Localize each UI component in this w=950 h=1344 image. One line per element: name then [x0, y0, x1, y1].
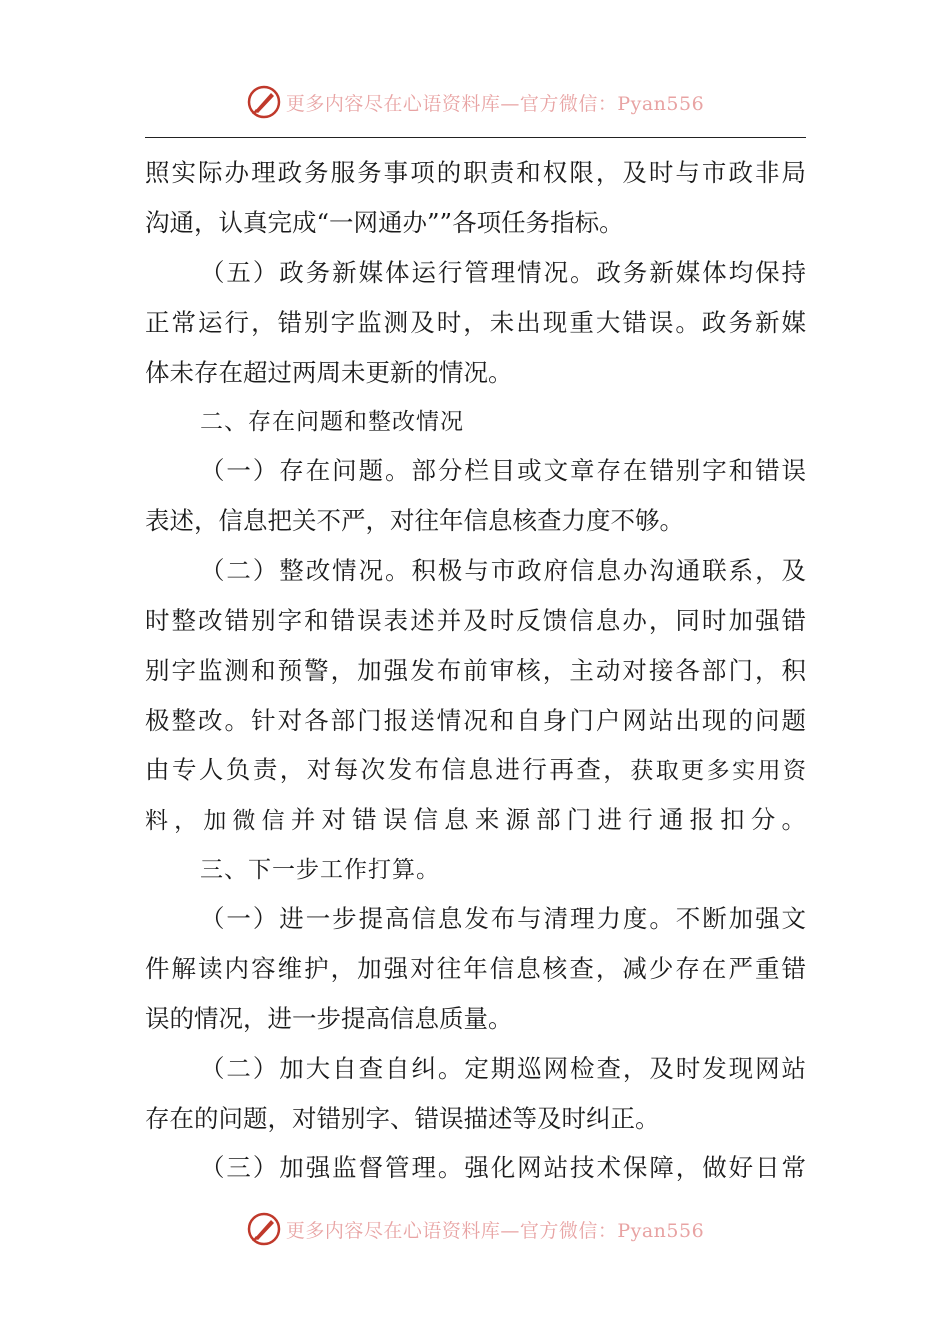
header-divider: [145, 137, 806, 138]
body-line: [145, 795, 806, 845]
pen-logo-icon: [246, 1211, 282, 1247]
body-line: 正常运行，错别字监测及时，未出现重大错误。政务新媒: [145, 308, 806, 337]
watermark-footer: [0, 1209, 950, 1249]
watermark-header: [0, 82, 950, 122]
body-line: 表述，信息把关不严，对往年信息核查力度不够。: [145, 506, 684, 535]
body-line: 沟通，认真完成“一网通办””各项任务指标。: [145, 208, 624, 237]
body-line: 体未存在超过两周未更新的情况。: [145, 358, 513, 387]
promo-text: 获取更多实用资: [630, 758, 807, 784]
body-line: 别字监测和预警，加强发布前审核，主动对接各部门，积: [145, 656, 806, 685]
body-line: 时整改错别字和错误表述并及时反馈信息办，同时加强错: [145, 606, 806, 635]
paragraph-start: （一）进一步提高信息发布与清理力度。不断加强文: [200, 904, 806, 933]
paragraph-start: （一）存在问题。部分栏目或文章存在错别字和错误: [200, 456, 806, 485]
body-line: 极整改。针对各部门报送情况和自身门户网站出现的问题: [145, 706, 806, 735]
pen-logo-icon: [246, 84, 282, 120]
body-line: 件解读内容维护，加强对往年信息核查，减少存在严重错: [145, 954, 806, 983]
paragraph-start: （二）加大自查自纠。定期巡网检查，及时发现网站: [200, 1054, 806, 1083]
body-line: 误的情况，进一步提高信息质量。: [145, 1004, 513, 1033]
paragraph-start: （三）加强监督管理。强化网站技术保障，做好日常: [200, 1153, 806, 1182]
body-line: [145, 745, 806, 795]
promo-text: 料，加微信: [145, 808, 291, 834]
watermark-text: 更多内容尽在心语资料库—官方微信：Pyan556: [285, 1219, 705, 1242]
body-line: 照实际办理政务服务事项的职责和权限，及时与市政非局: [145, 158, 806, 187]
body-text: 并对错误信息来源部门进行通报扣分。: [290, 805, 807, 834]
paragraph-start: （二）整改情况。积极与市政府信息办沟通联系，及: [200, 556, 806, 585]
body-line: 存在的问题，对错别字、错误描述等及时纠正。: [145, 1104, 660, 1133]
section-heading: 三、下一步工作打算。: [200, 857, 440, 883]
body-text: 由专人负责，对每次发布信息进行再查，: [145, 755, 631, 784]
paragraph-start: （五）政务新媒体运行管理情况。政务新媒体均保持: [200, 258, 806, 287]
watermark-text: 更多内容尽在心语资料库—官方微信：Pyan556: [285, 92, 705, 115]
section-heading: 二、存在问题和整改情况: [200, 409, 464, 435]
